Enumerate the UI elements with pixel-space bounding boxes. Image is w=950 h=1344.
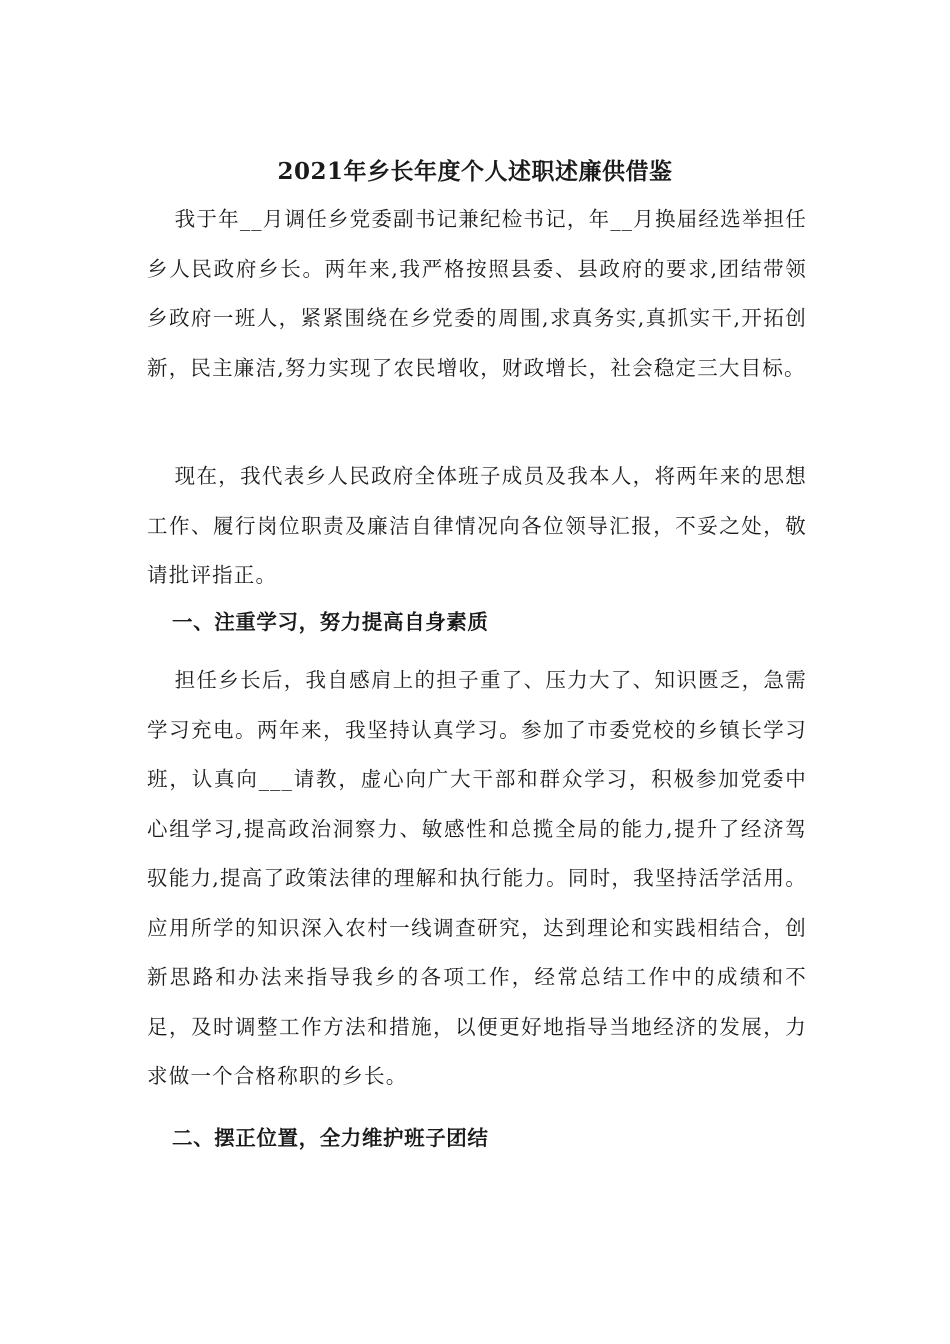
document-title: 2021年乡长年度个人述职述廉供借鉴 bbox=[277, 158, 673, 186]
section-heading-study: 一、注重学习，努力提高自身素质 bbox=[172, 610, 489, 634]
report-statement-paragraph: 现在，我代表乡人民政府全体班子成员及我本人，将两年来的思想工作、履行岗位职责及廉洁自律情况向各位领导汇报，不妥之处，敬请批评指正。 bbox=[147, 464, 807, 587]
intro-paragraph: 我于年__月调任乡党委副书记兼纪检书记，年__月换届经选举担任乡人民政府乡长。两年来,我严格按照县委、县政府的要求,团结带领乡政府一班人，紧紧围绕在乡党委的周围,求真务实,真抓实干,开拓创新，民主廉洁,努力实现了农民增收，财政增长，社会稳定三大目标。 bbox=[147, 207, 807, 380]
study-section-paragraph: 担任乡长后，我自感肩上的担子重了、压力大了、知识匮乏，急需学习充电。两年来，我坚持认真学习。参加了市委党校的乡镇长学习班，认真向___请教，虚心向广大干部和群众学习，积极参加党委中心组学习,提高政治洞察力、敏感性和总揽全局的能力,提升了经济驾驭能力,提高了政策法律的理解和执行能力。同时，我坚持活学活用。应用所学的知识深入农村一线调查研究，达到理论和实践相结合，创新思路和办法来指导我乡的各项工作，经常总结工作中的成绩和不足，及时调整工作方法和措施，以便更好地指导当地经济的发展，力求做一个合格称职的乡长。 bbox=[147, 668, 807, 1088]
section-heading-unity: 二、摆正位置，全力维护班子团结 bbox=[172, 1126, 489, 1150]
